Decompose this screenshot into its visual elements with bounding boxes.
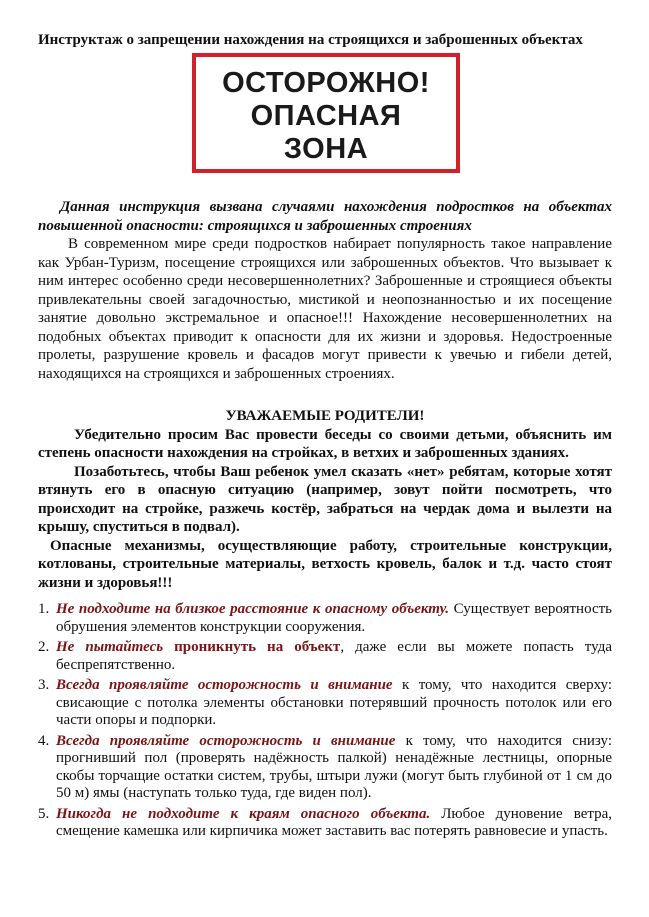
sign-line: ОСТОРОЖНО!: [222, 67, 430, 99]
item-number: 3.: [38, 677, 50, 693]
item-emphasis-bold: проникнуть на объект: [163, 639, 341, 655]
parents-paragraph: Позаботьтесь, чтобы Ваш ребенок умел сказать «нет» ребятам, которые хотят втянуть его в опасную ситуацию (например, зовут пойти посмотреть, что происходит на стройке, разжечь костёр, забраться на чердак дома и вылезти на крышу, спуститься в подвал).: [38, 463, 612, 535]
intro-section: [38, 198, 612, 383]
item-emphasis: Всегда проявляйте осторожность и внимание: [56, 732, 396, 749]
list-item: [38, 806, 612, 841]
sign-line: ЗОНА: [283, 133, 369, 165]
item-text: Любое дуновение ветра, смещение камешка или кирпичика может заставить вас потерять равновесие и упасть.: [56, 805, 612, 839]
item-number: 1.: [38, 601, 50, 617]
safety-rules-list: [38, 601, 612, 844]
sign-line: ОПАСНАЯ: [250, 100, 402, 132]
item-number: 2.: [38, 639, 50, 655]
document-page: [38, 31, 612, 839]
parents-heading: УВАЖАЕМЫЕ РОДИТЕЛИ!: [225, 408, 425, 424]
parents-paragraph: Убедительно просим Вас провести беседы со своими детьми, объяснить им степень опасности нахождения на стройках, в ветхих и заброшенных зданиях.: [38, 426, 612, 461]
document-title: Инструктаж о запрещении нахождения на строящихся и заброшенных объектах: [38, 32, 583, 48]
item-text: к тому, что находится снизу: прогнивший пол (проверять надёжность палкой) ненадёжные лестницы, опорные скобы торчащие остатки систем, трубы, штыри лужи (могут быть глубиной от 1 см до 50 м) ямы (наступать только туда, где виден пол).: [56, 732, 612, 801]
lead-paragraph: Данная инструкция вызвана случаями нахождения подростков на объектах повышенной опасности: строящихся и заброшенных строениях: [38, 199, 612, 234]
item-number: 5.: [38, 805, 50, 822]
item-number: 4.: [38, 732, 50, 749]
list-item: [38, 639, 612, 674]
item-emphasis: Никогда не подходите к краям опасного объекта.: [56, 805, 431, 822]
list-item: [38, 733, 612, 803]
item-emphasis: Не подходите на близкое расстояние к опасному объекту.: [56, 601, 450, 617]
parents-paragraph: Опасные механизмы, осуществляющие работу, строительные конструкции, котлованы, строительные материалы, ветхость кровель, балок и т.д. часто стоят жизни и здоровья!!!: [38, 537, 612, 591]
parents-section: [38, 407, 612, 592]
item-text: Существует вероятность обрушения элементов конструкции сооружения.: [56, 601, 612, 635]
item-emphasis: Всегда проявляйте осторожность и внимание: [56, 677, 393, 693]
item-text: к тому, что находится сверху: свисающие с потолка элементы обстановки потерявший прочность потолок или его части опоры и подпорки.: [56, 677, 612, 728]
item-emphasis: Не пытайтесь: [56, 639, 164, 655]
intro-paragraph: В современном мире среди подростков набирает популярность такое направление как Урбан-Туризм, посещение строящихся или заброшенных объектов. Что вызывает к ним интерес особенно среди несовершеннолетних? Заброшенные и строящиеся объекты привлекательны своей загадочностью, мистикой и неопознанностью и их посещение занятие довольно экстремальное и опасное!!! Нахождение несовершеннолетних на подобных объектах приводит к опасности для их жизни и здоровья. Недостроенные пролеты, разрушение кровель и фасадов могут привести к увечью и гибели детей, находящихся на строящихся и заброшенных строениях.: [38, 236, 612, 382]
list-item: [38, 601, 612, 636]
list-item: [38, 677, 612, 730]
danger-zone-sign: [192, 53, 460, 173]
item-text: , даже если вы можете попасть туда беспрепятственно.: [56, 639, 612, 673]
